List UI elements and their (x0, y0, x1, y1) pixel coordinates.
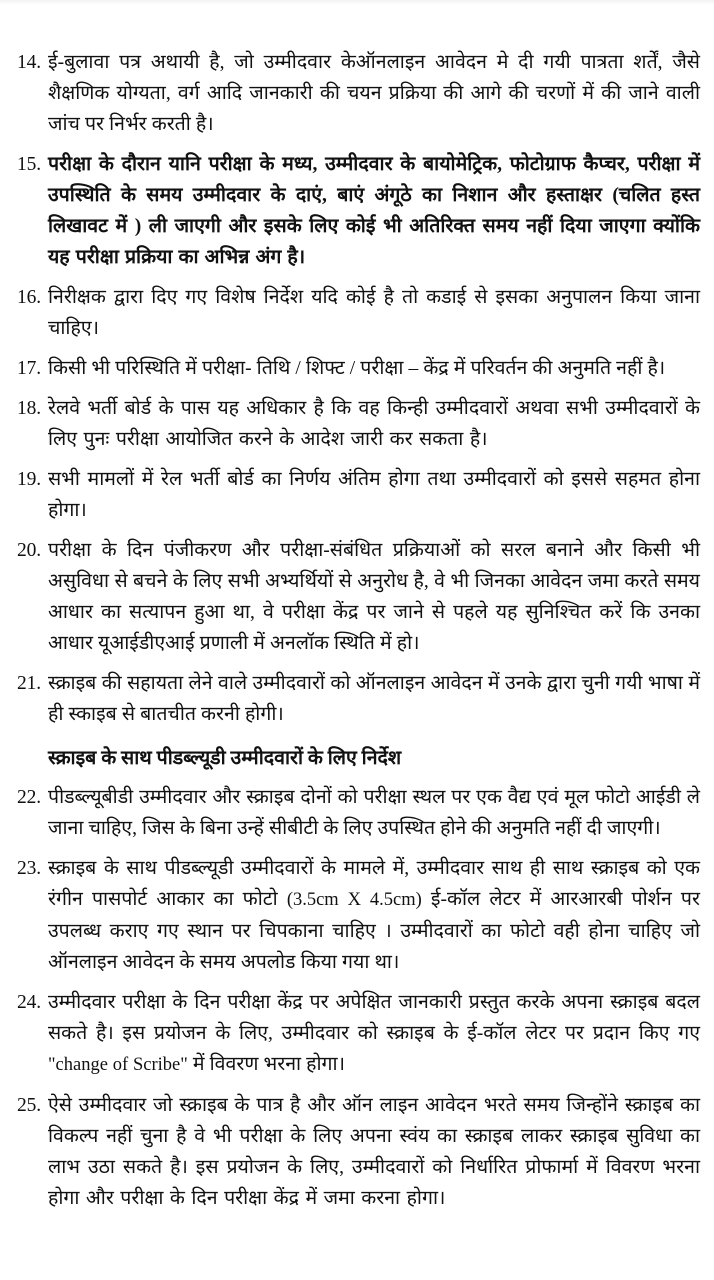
list-item (17, 782, 700, 844)
list-item (17, 464, 700, 526)
list-item-text: परीक्षा के दिन पंजीकरण और परीक्षा-संबंधित प्रक्रियाओं को सरल बनाने और किसी भी असुविधा से बचने के लिए सभी अभ्यर्थियों से अनुरोध है, वे भी जिनका आवेदन जमा करते समय आधार का सत्यापन हुआ था, वे परीक्षा केंद्र पर जाने से पहले यह सुनिश्चित करें कि उनका आधार यूआईडीएआई प्रणाली में अनलॉक स्थिति में हो। (48, 540, 700, 654)
list-item (17, 353, 700, 384)
list-item (17, 668, 700, 730)
photo-size-value: (3.5cm X 4.5cm) (286, 890, 422, 910)
list-item (17, 853, 700, 978)
list-item-number: 18. (17, 398, 42, 419)
list-item-number: 22. (17, 787, 42, 808)
list-item-text: निरीक्षक द्वारा दिए गए विशेष निर्देश यदि कोई है तो कडाई से इसका अनुपालन किया जाना चाहिए। (48, 287, 700, 339)
list-item-number: 25. (17, 1095, 42, 1116)
list-item-text: ऐसे उम्मीदवार जो स्क्राइब के पात्र है और ऑन लाइन आवेदन भरते समय जिन्होंने स्क्राइब का विकल्प नहीं चुना है वे भी परीक्षा के लिए अपना स्वंय का स्क्राइब लाकर स्क्राइब सुविधा का लाभ उठा सकते है। इस प्रयोजन के लिए, उम्मीदवारों को निर्धारित प्रोफार्मा में विवरण भरना होगा और परीक्षा के दिन परीक्षा केंद्र में जमा करना होगा। (48, 1095, 700, 1209)
list-item (17, 393, 700, 455)
list-item-number: 16. (17, 287, 42, 308)
change-of-scribe-label: "change of Scribe" (48, 1055, 188, 1075)
list-item-text: रेलवे भर्ती बोर्ड के पास यह अधिकार है कि वह किन्ही उम्मीदवारों अथवा सभी उम्मीदवारों के लिए पुनः परीक्षा आयोजित करने के आदेश जारी कर सकता है। (48, 398, 700, 450)
list-item-text: स्क्राइब की सहायता लेने वाले उम्मीदवारों को ऑनलाइन आवेदन में उनके द्वारा चुनी गयी भाषा में ही स्काइब से बातचीत करनी होगी। (48, 673, 700, 725)
list-item-number: 20. (17, 540, 42, 561)
list-item-text: पीडब्ल्यूबीडी उम्मीदवार और स्क्राइब दोनों को परीक्षा स्थल पर एक वैद्य एवं मूल फोटो आईडी ले जाना चाहिए, जिस के बिना उन्हें सीबीटी के लिए उपस्थित होने की अनुमति नहीं दी जाएगी। (48, 787, 700, 839)
list-item-text (48, 987, 700, 1081)
list-item-text: परीक्षा के दौरान यानि परीक्षा के मध्य, उम्मीदवार के बायोमेट्रिक, फोटोग्राफ कैप्चर, परीक्षा में उपस्थिति के समय उम्मीदवार के दाएं, बाएं अंगूठे का निशान और हस्ताक्षर (चलित हस्त लिखावट में ) ली जाएगी और इसके लिए कोई भी अतिरिक्त समय नहीं दिया जाएगा क्योंकि यह परीक्षा प्रक्रिया का अभिन्न अंग है। (48, 154, 700, 268)
list-item (17, 987, 700, 1081)
list-item-text-part: स्क्राइब के साथ पीडब्ल्यूडी उम्मीदवारों के मामले में, उम्मीदवार साथ ही साथ स्क्राइब को एक रंगीन पासपोर्ट आकार का फोटो (48, 858, 700, 910)
list-item (17, 535, 700, 659)
list-item-text-part: में विवरण भरना होगा। (187, 1054, 345, 1075)
section-heading-scribe-pwd: स्क्राइब के साथ पीडब्ल्यूडी उम्मीदवारों के लिए निर्देश (48, 748, 402, 769)
list-item-number: 24. (17, 992, 42, 1013)
instructions-list (17, 47, 700, 730)
list-item-text: ई-बुलावा पत्र अथायी है, जो उम्मीदवार केऑनलाइन आवेदन मे दी गयी पात्रता शर्तें, जैसे शैक्षणिक योग्यता, वर्ग आदि जानकारी की चयन प्रक्रिया की आगे की चरणों में की जाने वाली जांच पर निर्भर करती है। (48, 52, 700, 135)
list-item-number: 21. (17, 673, 42, 694)
list-item-number: 14. (17, 52, 42, 73)
list-item-number: 23. (17, 858, 42, 879)
list-item-number: 19. (17, 469, 42, 490)
list-item (17, 1090, 700, 1214)
list-item (17, 47, 700, 140)
list-item-number: 17. (17, 358, 42, 379)
list-item-text: किसी भी परिस्थिति में परीक्षा- तिथि / शिफ्ट / परीक्षा – केंद्र में परिवर्तन की अनुमति नहीं है। (48, 358, 666, 379)
list-item-text-part: उम्मीदवार परीक्षा के दिन परीक्षा केंद्र पर अपेक्षित जानकारी प्रस्तुत करके अपना स्क्राइब बदल सकते है। इस प्रयोजन के लिए, उम्मीदवार को स्क्राइब के ई-कॉल लेटर पर प्रदान किए गए (48, 992, 700, 1044)
list-item (17, 282, 700, 344)
list-item-number: 15. (17, 154, 42, 175)
list-item (17, 149, 700, 273)
instructions-list-continued (17, 782, 700, 1214)
list-item-text (48, 853, 700, 978)
list-item-text-part: ई-कॉल लेटर में आरआरबी पोर्शन पर उपलब्ध कराए गए स्थान पर चिपकाना चाहिए । उम्मीदवारों का फोटो वही होना चाहिए जो ऑनलाइन आवेदन के समय अपलोड किया गया था। (48, 889, 700, 973)
list-item-text: सभी मामलों में रेल भर्ती बोर्ड का निर्णय अंतिम होगा तथा उम्मीदवारों को इससे सहमत होना होगा। (48, 469, 700, 521)
